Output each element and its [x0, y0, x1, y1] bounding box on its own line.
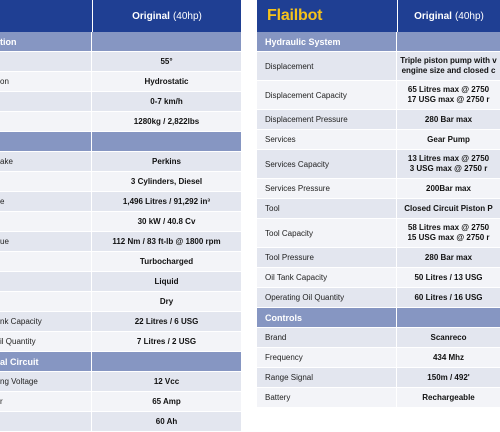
label-text: ng Voltage: [0, 377, 38, 386]
spec-value: [92, 152, 241, 171]
spec-label: [0, 252, 92, 271]
spec-value: [92, 332, 241, 351]
value-line: 1,496 Litres / 91,292 in³: [122, 196, 211, 206]
right-table-body: [257, 32, 500, 408]
spec-label: [257, 110, 397, 129]
spec-label: [0, 372, 92, 391]
label-text: Displacement Capacity: [265, 90, 347, 100]
label-text: Hydraulic System: [265, 36, 341, 47]
spec-label: [0, 292, 92, 311]
value-line: 58 Litres max @ 2750: [407, 223, 490, 232]
section-header-row: [257, 32, 500, 52]
spec-value: [397, 248, 500, 267]
right-header-column: [397, 0, 500, 32]
left-header-col-main: Original: [132, 10, 170, 22]
label-text: Range Signal: [265, 373, 314, 382]
value-line: 3 Cylinders, Diesel: [130, 176, 203, 186]
spec-label: [0, 52, 92, 71]
left-header-column: [92, 0, 241, 32]
table-row: [0, 72, 241, 92]
spec-value: [397, 219, 500, 247]
spec-label: [257, 288, 397, 307]
value-line: 30 kW / 40.8 Cv: [137, 216, 196, 226]
label-text: Brand: [265, 333, 287, 342]
value-line: 15 USG max @ 2750 r: [407, 233, 490, 242]
value-line: 200Bar max: [426, 183, 471, 193]
spec-value: [92, 132, 241, 151]
table-row: [0, 92, 241, 112]
table-row: [0, 52, 241, 72]
section-title: [257, 308, 397, 327]
right-header-col-main: Original: [414, 10, 452, 22]
spec-label: [0, 92, 92, 111]
spec-label: [0, 112, 92, 131]
right-header-brand: Flailbot: [267, 7, 323, 24]
spec-label: [0, 192, 92, 211]
spec-value: [92, 352, 241, 371]
value-line: Dry: [159, 296, 174, 306]
section-title: [0, 132, 92, 151]
value-line: 22 Litres / 6 USG: [134, 316, 199, 326]
spec-value: [397, 388, 500, 407]
spec-value: [92, 412, 241, 431]
left-header-brand: [0, 0, 92, 32]
value-line: 1280kg / 2,822lbs: [133, 116, 200, 126]
spec-label: [257, 179, 397, 198]
spec-value: [397, 110, 500, 129]
spec-label: [0, 232, 92, 251]
spec-label: [0, 392, 92, 411]
table-row: [257, 328, 500, 348]
label-text: ue: [0, 237, 9, 246]
value-line: engine size and closed c: [401, 66, 496, 75]
value-line: 150m / 492': [427, 372, 470, 382]
value-line: 280 Bar max: [424, 252, 473, 262]
value-line: 280 Bar max: [424, 114, 473, 124]
table-row: [0, 212, 241, 232]
spec-label: [0, 72, 92, 91]
value-line: Turbocharged: [139, 256, 194, 266]
table-row: [0, 112, 241, 132]
spec-value: [397, 368, 500, 387]
table-row: [257, 150, 500, 179]
spec-value: [92, 392, 241, 411]
value-line: 55°: [160, 56, 173, 66]
value-line: 65 Litres max @ 2750: [407, 85, 490, 94]
label-text: Operating Oil Quantity: [265, 293, 345, 302]
spec-value: [397, 348, 500, 367]
label-text: e: [0, 197, 5, 206]
value-line: 65 Amp: [152, 396, 181, 406]
value-line: Gear Pump: [427, 134, 470, 144]
label-text: Tool: [265, 204, 280, 213]
section-header-row: [0, 132, 241, 152]
right-spec-table: [257, 0, 500, 400]
table-row: [0, 372, 241, 392]
spec-value: [92, 112, 241, 131]
label-text: Tool Pressure: [265, 253, 314, 262]
label-text: Oil Tank Capacity: [265, 273, 328, 282]
table-row: [257, 348, 500, 368]
label-text: Controls: [265, 312, 302, 323]
section-header-row: [257, 308, 500, 328]
table-row: [257, 52, 500, 81]
spec-label: [0, 412, 92, 431]
spec-label: [257, 150, 397, 178]
table-row: [0, 252, 241, 272]
table-row: [257, 199, 500, 219]
spec-value: [397, 328, 500, 347]
spec-value: [92, 252, 241, 271]
value-line: 3 USG max @ 2750 r: [409, 164, 488, 173]
table-row: [0, 172, 241, 192]
right-table-header: [257, 0, 500, 32]
label-text: tion: [0, 36, 17, 47]
value-line: 0-7 km/h: [150, 96, 183, 106]
spec-label: [257, 328, 397, 347]
spec-label: [0, 212, 92, 231]
label-text: r: [0, 397, 3, 406]
spec-label: [257, 348, 397, 367]
spec-label: [0, 312, 92, 331]
label-text: Services Pressure: [265, 184, 330, 193]
spec-value: [92, 212, 241, 231]
spec-value: [397, 81, 500, 109]
value-line: 50 Litres / 13 USG: [414, 272, 483, 282]
table-row: [257, 268, 500, 288]
value-line: 13 Litres max @ 2750: [407, 154, 490, 163]
table-row: [257, 130, 500, 150]
table-row: [257, 248, 500, 268]
table-row: [257, 110, 500, 130]
spec-value: [397, 179, 500, 198]
spec-label: [0, 172, 92, 191]
spec-label: [0, 272, 92, 291]
spec-label: [257, 130, 397, 149]
section-title: [0, 352, 92, 371]
value-line: 17 USG max @ 2750 r: [407, 95, 490, 104]
spec-value: [397, 288, 500, 307]
section-title: [257, 32, 397, 51]
spec-value: [397, 268, 500, 287]
spec-label: [257, 368, 397, 387]
spec-value: [397, 32, 500, 51]
table-row: [257, 388, 500, 408]
value-line: Liquid: [154, 276, 179, 286]
spec-value: [397, 199, 500, 218]
value-line: 12 Vcc: [153, 376, 180, 386]
table-row: [0, 292, 241, 312]
spec-label: [257, 199, 397, 218]
table-row: [0, 392, 241, 412]
spec-label: [0, 332, 92, 351]
spec-value: [92, 312, 241, 331]
spec-label: [257, 248, 397, 267]
left-table-header: [0, 0, 241, 32]
spec-value: [92, 92, 241, 111]
spec-value: [92, 292, 241, 311]
value-line: Triple piston pump with v: [400, 56, 497, 65]
spec-value: [397, 308, 500, 327]
right-header-col-sub: (40hp): [454, 10, 484, 22]
spec-label: [257, 52, 397, 80]
spec-value: [92, 52, 241, 71]
table-row: [0, 312, 241, 332]
table-row: [0, 272, 241, 292]
spec-value: [92, 172, 241, 191]
section-header-row: [0, 352, 241, 372]
spec-value: [92, 272, 241, 291]
value-line: 112 Nm / 83 ft-lb @ 1800 rpm: [112, 236, 221, 246]
left-spec-table: [0, 0, 241, 426]
value-line: 434 Mhz: [432, 352, 465, 362]
spec-value: [92, 72, 241, 91]
table-row: [0, 152, 241, 172]
label-text: Tool Capacity: [265, 228, 314, 238]
label-text: Services Capacity: [265, 159, 330, 169]
spec-label: [257, 268, 397, 287]
section-title: [0, 32, 92, 51]
table-row: [0, 192, 241, 212]
table-row: [257, 179, 500, 199]
table-row: [0, 232, 241, 252]
spec-value: [92, 32, 241, 51]
section-header-row: [0, 32, 241, 52]
value-line: 60 Litres / 16 USG: [414, 292, 483, 302]
left-header-col-sub: (40hp): [172, 10, 202, 22]
spec-value: [397, 130, 500, 149]
spec-value: [92, 232, 241, 251]
value-line: Scanreco: [430, 332, 467, 342]
spec-value: [92, 372, 241, 391]
value-line: 7 Litres / 2 USG: [136, 336, 197, 346]
left-table-body: [0, 32, 241, 432]
value-line: Closed Circuit Piston P: [404, 203, 493, 213]
value-line: Hydrostatic: [144, 76, 189, 86]
value-line: Perkins: [152, 156, 181, 166]
label-text: Services: [265, 135, 296, 144]
label-text: il Quantity: [0, 337, 36, 346]
table-row: [257, 219, 500, 248]
spec-value: [92, 192, 241, 211]
label-text: Frequency: [265, 353, 303, 362]
value-line: Rechargeable: [422, 392, 475, 402]
spec-label: [0, 152, 92, 171]
label-text: ake: [0, 157, 13, 166]
label-text: on: [0, 77, 9, 86]
label-text: Displacement Pressure: [265, 115, 348, 124]
table-row: [0, 412, 241, 432]
table-row: [257, 368, 500, 388]
label-text: nk Capacity: [0, 317, 42, 326]
label-text: Displacement: [265, 61, 314, 71]
label-text: Battery: [265, 393, 291, 402]
table-row: [257, 81, 500, 110]
spec-label: [257, 388, 397, 407]
spec-label: [257, 81, 397, 109]
label-text: al Circuit: [0, 356, 39, 367]
table-row: [257, 288, 500, 308]
value-line: 60 Ah: [155, 416, 178, 426]
table-row: [0, 332, 241, 352]
spec-label: [257, 219, 397, 247]
spec-value: [397, 150, 500, 178]
spec-value: [397, 52, 500, 80]
